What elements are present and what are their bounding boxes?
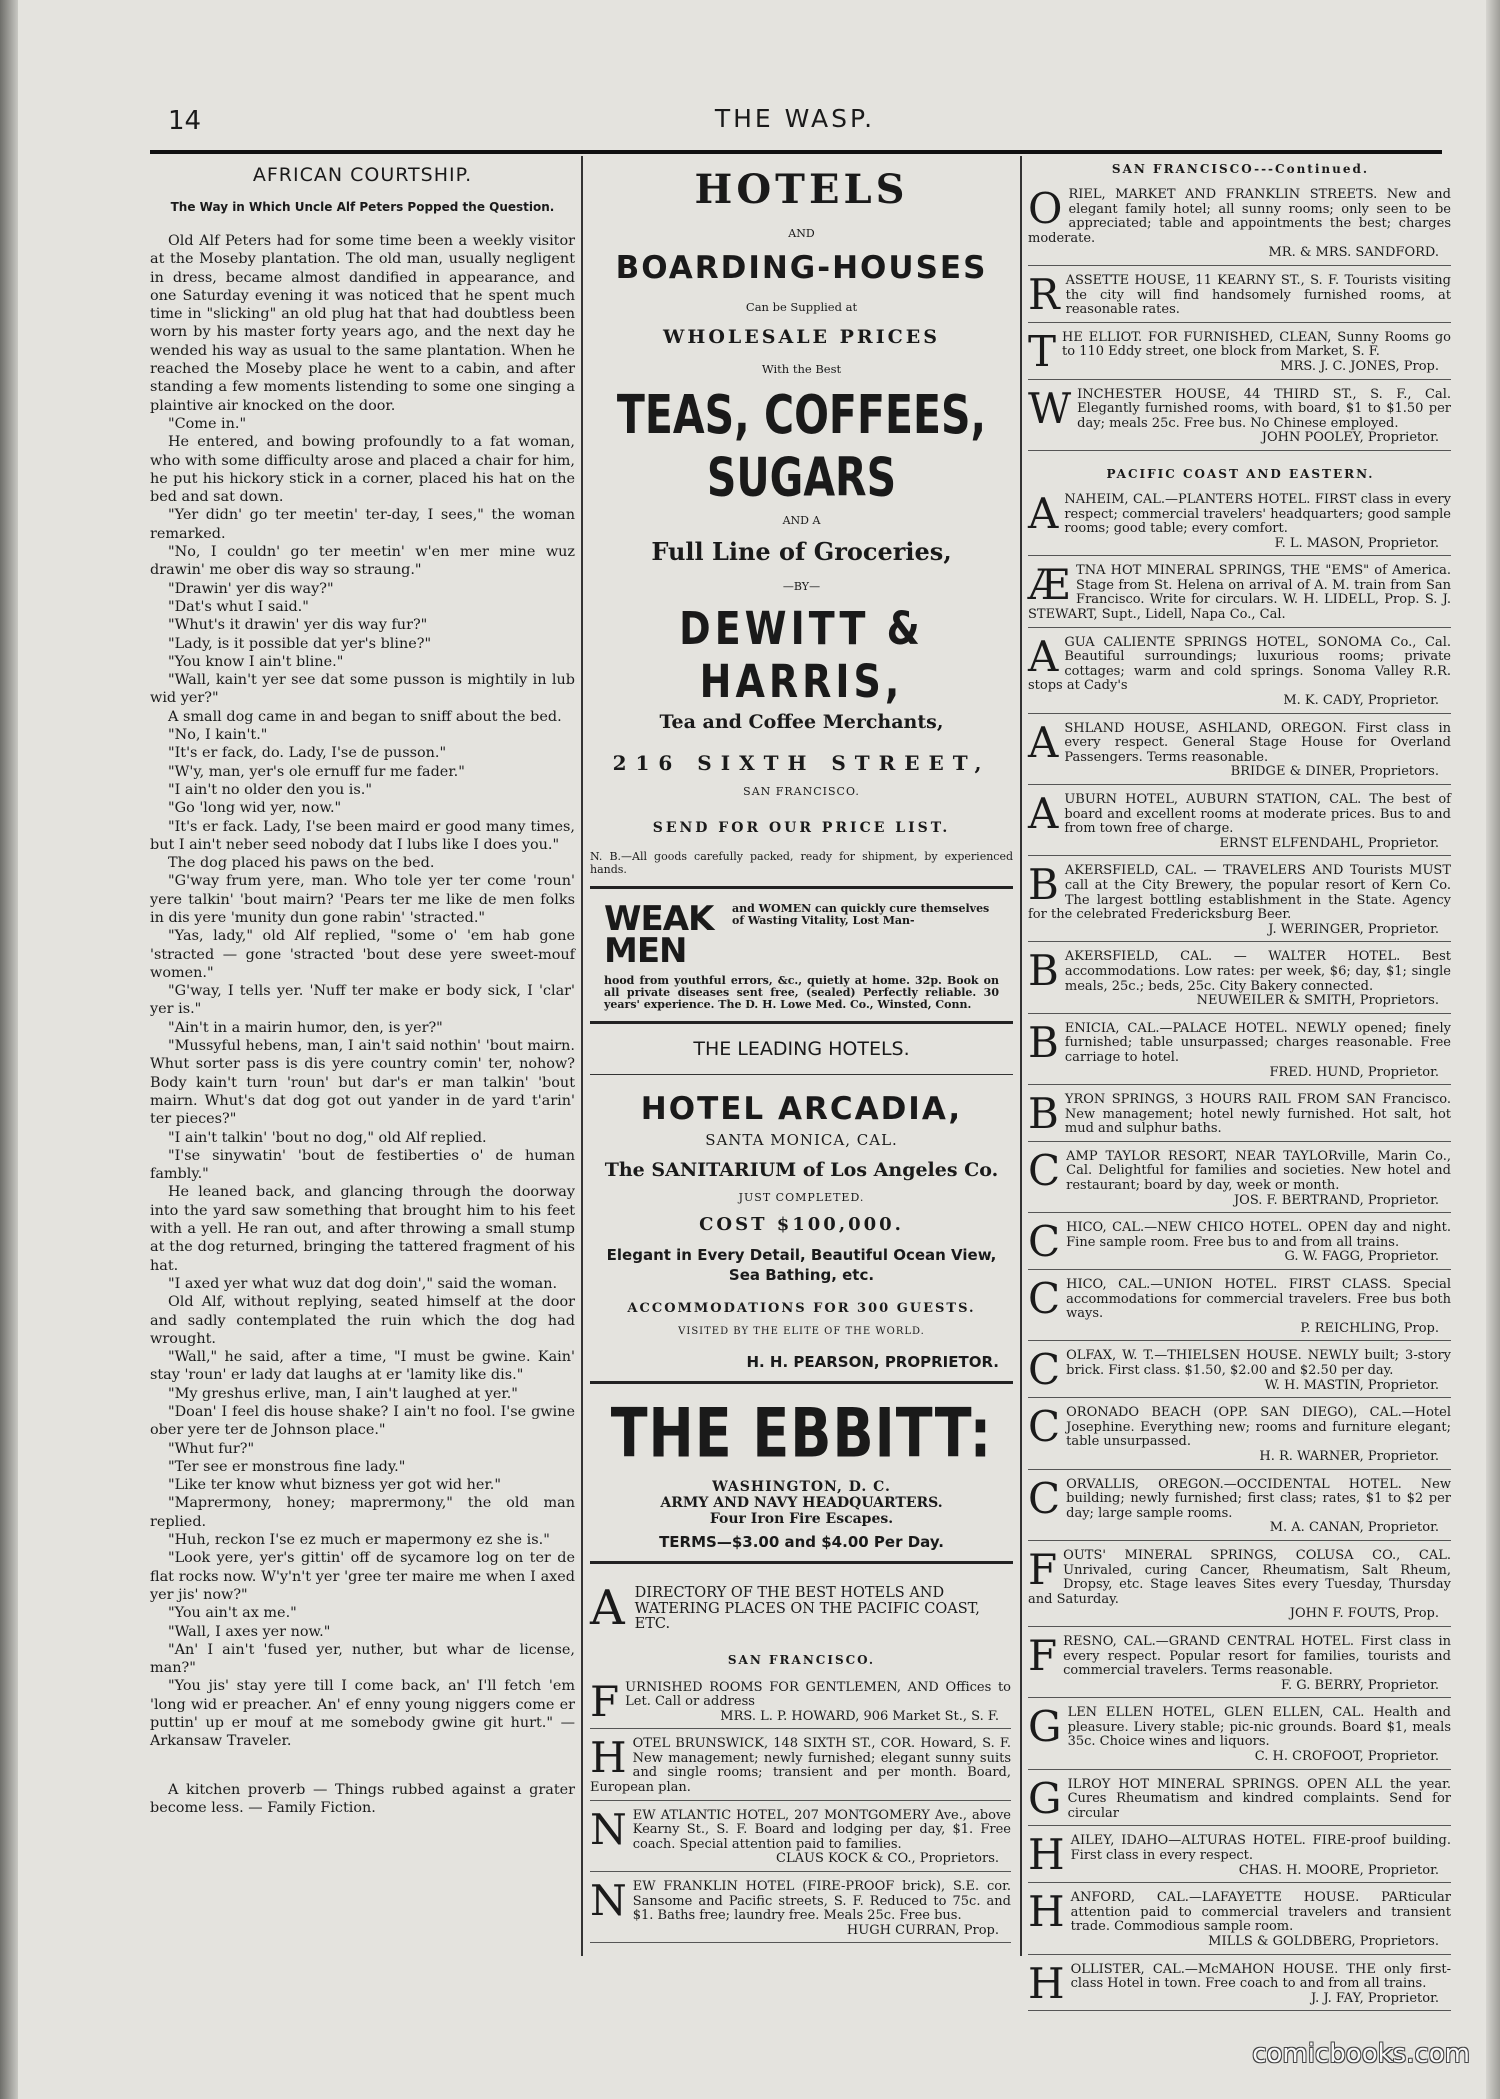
hotel-listing — [1028, 1217, 1453, 1278]
elegant-line: Elegant in Every Detail, Beautiful Ocean View, Sea Bathing, etc. — [606, 1246, 997, 1284]
listing-proprietor: J. WERINGER, Proprietor. — [1268, 921, 1439, 937]
hotel-listing — [1028, 269, 1453, 331]
listing-text: OLLISTER, CAL.—McMAHON HOUSE. THE only first-class Hotel in town. Free coach to and from all trains. — [1070, 1961, 1451, 1992]
listing-proprietor: W. H. MASTIN, Proprietor. — [1264, 1377, 1439, 1393]
listing-text: EW ATLANTIC HOTEL, 207 MONTGOMERY Ave., above Kearny St., S. F. Board and lodging per day, $1. Free coach. Special attention paid to families. — [632, 1807, 1011, 1852]
drop-cap-letter: C — [1028, 1402, 1061, 1452]
listing-divider — [1028, 555, 1451, 556]
teas-coffees-sugars: TEAS, COFFEES, SUGARS — [616, 383, 987, 509]
drop-cap-letter: T — [1028, 326, 1057, 376]
hotel-listing — [1028, 1773, 1453, 1835]
article-paragraph: "G'way, I tells yer. 'Nuff ter make er body sick, I 'clar' yer is." — [150, 983, 575, 1018]
listing-text: GUA CALIENTE SPRINGS HOTEL, SONOMA Co., Cal. Beautiful surroundings; luxurious rooms; private cottages; warm and cold springs. Sonoma Valley R.R. stops at Cady's — [1028, 634, 1451, 694]
hotel-listing — [1028, 1544, 1453, 1635]
listing-body — [1028, 860, 1451, 923]
drop-cap-letter: B — [1028, 1089, 1059, 1139]
article-paragraph: "No, I couldn' go ter meetin' w'en mer mine wuz drawin' me ober dis way so straung." — [150, 544, 575, 579]
article-paragraph: "Look yere, yer's gittin' off de sycamore log on ter de flat rocks now. W'y'n't yer 'gree ter maire me when I axed yer jis' now?" — [150, 1550, 575, 1603]
article-paragraph: "Huh, reckon I'se ez much er mapermony ez she is." — [168, 1532, 550, 1549]
divider — [590, 886, 1013, 889]
listing-body — [1028, 1274, 1451, 1324]
page-number: 14 — [168, 106, 202, 136]
article-paragraph: "W'y, man, yer's ole ernuff fur me fader." — [168, 763, 465, 780]
listing-proprietor: BRIDGE & DINER, Proprietors. — [1230, 764, 1439, 780]
article-paragraph: "Whut fur?" — [168, 1440, 255, 1457]
listing-divider — [1028, 1397, 1451, 1398]
listing-text: AKERSFIELD, CAL. — TRAVELERS AND Tourists MUST call at the City Brewery, the popular resort of Kern Co. The largest bottling establishment in the State. Agency for the celebrated Fredericksburg Beer. — [1028, 863, 1451, 923]
listing-text: ILROY HOT MINERAL SPRINGS. OPEN ALL the year. Cures Rheumatism and kindred complaints. Send for circular — [1067, 1776, 1451, 1821]
article-paragraph: "You jis' stay yere till I come back, an' I'll fetch 'em 'long wid er preacher. An' ef enny young niggers come er puttin' up er mouf at me somebody gwine git hurt." — Arkansaw Traveler. — [150, 1678, 575, 1750]
listing-divider — [1028, 322, 1451, 323]
listing-body — [1028, 184, 1451, 246]
article-paragraph: He leaned back, and glancing through the doorway into the yard saw something that brought him to his feet with a yell. He ran out, and after throwing a small stump at the dog returned, bringing the tattered fragment of his hat. — [150, 1184, 575, 1274]
listing-divider — [1028, 1540, 1451, 1541]
listing-proprietor: NEUWEILER & SMITH, Proprietors. — [1196, 993, 1439, 1009]
listing-text: OTEL BRUNSWICK, 148 SIXTH ST., COR. Howard, S. F. New management; newly furnished; elegant sunny suits and single rooms; transient and per month. Board, European plan. — [590, 1736, 1011, 1796]
drop-cap-letter: C — [1028, 1145, 1061, 1195]
listing-divider — [1028, 1825, 1451, 1826]
hotel-listing — [1028, 326, 1453, 388]
and-label: AND — [788, 227, 815, 240]
listing-divider — [590, 1728, 1011, 1729]
drop-cap-letter: F — [1028, 1630, 1058, 1680]
divider — [590, 1561, 1013, 1564]
listing-body — [1028, 1544, 1451, 1607]
boarding-houses-heading: BOARDING-HOUSES — [615, 250, 988, 286]
accommodations-line: ACCOMMODATIONS FOR 300 GUESTS. — [627, 1301, 976, 1316]
masthead: THE WASP. — [714, 104, 876, 133]
listing-divider — [1028, 1697, 1451, 1698]
listing-divider — [590, 1942, 1011, 1943]
drop-cap-letter: A — [1028, 717, 1059, 767]
article-paragraph: "Come in." — [168, 415, 247, 432]
hotel-listing — [1028, 383, 1453, 459]
listing-body — [1028, 1145, 1451, 1195]
listing-body — [1028, 1402, 1451, 1452]
page-header — [150, 102, 1440, 142]
classified-list — [1028, 488, 1453, 2019]
listing-text: OLFAX, W. T.—THIELSEN HOUSE. NEWLY built; 3-story brick. First class. $1.50, $2.00 and $2.50 per day. — [1066, 1348, 1451, 1378]
listing-divider — [1028, 1954, 1451, 1955]
listing-proprietor: HUGH CURRAN, Prop. — [846, 1922, 999, 1938]
drop-cap-letter: H — [1028, 1830, 1065, 1880]
header-rule — [150, 150, 1442, 154]
nb-note: N. B.—All goods carefully packed, ready for shipment, by experienced hands. — [590, 850, 1013, 876]
hotels-heading: HOTELS — [694, 166, 909, 213]
drop-cap-letter: Æ — [1028, 560, 1071, 610]
listing-text: TNA HOT MINERAL SPRINGS, THE "EMS" of America. Stage from St. Helena on arrival of A. M. train from San Francisco. Write for circulars. W. H. LIDELL, Prop. S. J. STEWART, Supt., Lidell, Napa Co., Cal. — [1028, 563, 1451, 623]
article-paragraph: "Wall, kain't yer see dat some pusson is mightily in lub wid yer?" — [150, 672, 575, 707]
listing-body — [590, 1804, 1011, 1854]
listing-proprietor: FRED. HUND, Proprietor. — [1269, 1064, 1439, 1080]
listing-proprietor: MRS. L. P. HOWARD, 906 Market St., S. F. — [720, 1708, 999, 1724]
listing-divider — [1028, 265, 1451, 266]
article-paragraph: "You ain't ax me." — [168, 1605, 297, 1622]
weak-men-ad — [590, 899, 1013, 971]
drop-cap-letter: A — [1028, 488, 1059, 538]
listing-text: RIEL, MARKET AND FRANKLIN STREETS. New and elegant family hotel; all sunny rooms; only seen to be appreciated; table and appointments the best; charges moderate. — [1028, 187, 1451, 246]
directory-text: DIRECTORY OF THE BEST HOTELS AND WATERING PLACES ON THE PACIFIC COAST, ETC. — [634, 1585, 980, 1632]
drop-cap-letter: B — [1028, 946, 1059, 996]
listing-text: HE ELLIOT. FOR FURNISHED, CLEAN, Sunny Rooms go to 110 Eddy street, one block from Market, S. F. — [1062, 329, 1451, 360]
listing-divider — [1028, 1626, 1451, 1627]
listing-proprietor: ERNST ELFENDAHL, Proprietor. — [1219, 835, 1439, 851]
listing-proprietor: MR. & MRS. SANDFORD. — [1268, 245, 1439, 261]
listing-divider — [1028, 1141, 1451, 1142]
listing-divider — [1028, 1340, 1451, 1341]
listing-divider — [1028, 1212, 1451, 1213]
weak-men-side: and WOMEN can quickly cure themselves of Wasting Vitality, Lost Man- — [732, 902, 990, 927]
pearson-proprietor: H. H. PEARSON, PROPRIETOR. — [746, 1353, 999, 1371]
listing-divider — [1028, 1769, 1451, 1770]
drop-cap-letter: C — [1028, 1473, 1061, 1523]
listing-proprietor: JOHN POOLEY, Proprietor. — [1261, 430, 1439, 446]
hotel-listing — [1028, 184, 1453, 274]
listing-text: ANFORD, CAL.—LAFAYETTE HOUSE. PARticular attention paid to commercial travelers and transient trade. Commodious sample room. — [1070, 1890, 1451, 1935]
hotel-listing — [590, 1676, 1013, 1738]
article-paragraph: "G'way frum yere, man. Who tole yer ter come 'roun' yere talkin' 'bout mairn? 'Pears ter me like de men folks in dis yere 'munity dun gone rabin' 'stracted." — [150, 873, 575, 926]
listing-body — [590, 1876, 1011, 1926]
article-paragraph: "Ain't in a mairin humor, den, is yer?" — [168, 1019, 443, 1036]
listing-divider — [1028, 627, 1451, 628]
hotel-arcadia-title: HOTEL ARCADIA, — [640, 1091, 963, 1127]
listing-proprietor: CHAS. H. MOORE, Proprietor. — [1238, 1862, 1439, 1878]
drop-cap-letter: W — [1028, 383, 1072, 433]
listing-text: AMP TAYLOR RESORT, NEAR TAYLORville, Marin Co., Cal. Delightful for families and societies. New hotel and restaurant; board by day, week or month. — [1066, 1148, 1451, 1194]
page-edge-shadow — [1486, 0, 1500, 2099]
listing-proprietor: P. REICHLING, Prop. — [1300, 1320, 1439, 1336]
pacific-coast-heading: PACIFIC COAST AND EASTERN. — [1106, 466, 1375, 481]
drop-cap-letter: N — [590, 1876, 627, 1926]
listing-text: UBURN HOTEL, AUBURN STATION, CAL. The best of board and excellent rooms at moderate prices. Bus to and from town free of charge. — [1064, 792, 1451, 837]
tea-merchants: Tea and Coffee Merchants, — [659, 711, 944, 733]
drop-cap-letter: F — [1028, 1544, 1058, 1594]
army-navy-line: ARMY AND NAVY HEADQUARTERS. — [660, 1495, 943, 1511]
city-label: SAN FRANCISCO. — [743, 785, 860, 798]
article-subtitle: The Way in Which Uncle Alf Peters Popped the Question. — [170, 200, 555, 214]
drop-cap-letter: N — [590, 1804, 627, 1854]
hotel-listing — [1028, 1473, 1453, 1549]
listing-text: ORVALLIS, OREGON.—OCCIDENTAL HOTEL. New building; newly furnished; first class; rates, $1 to $2 per day; large sample rooms. — [1066, 1476, 1451, 1521]
article-paragraph: "Doan' I feel dis house shake? I ain't no fool. I'se gwine ober yere ter de Johnson place." — [150, 1404, 575, 1439]
divider — [590, 1074, 1013, 1075]
hotel-listing — [1028, 946, 1453, 1021]
hotel-listing — [1028, 1702, 1453, 1777]
drop-cap-letter: A — [1028, 789, 1059, 838]
listing-body — [1028, 631, 1451, 694]
article-paragraph: "I'se sinywatin' 'bout de festiberties o' de human fambly." — [150, 1147, 575, 1183]
hotel-listing — [1028, 1887, 1453, 1962]
listing-body — [1028, 383, 1451, 433]
drop-cap-letter: C — [1028, 1274, 1061, 1324]
listing-divider — [1028, 2010, 1451, 2011]
and-a-label: AND A — [782, 514, 821, 527]
article-paragraph: "Wall," he said, after a time, "I must be gwine. Kain' stay 'roun' er lady dat laughs at er 'lamity like dis." — [150, 1349, 575, 1384]
listing-text: ORONADO BEACH (OPP. SAN DIEGO), CAL.—Hotel Josephine. Everything new; rooms and furniture elegant; table unsurpassed. — [1066, 1405, 1451, 1450]
weak-men-heading: WEAK MEN — [604, 899, 714, 971]
article-paragraph: "I ain't talkin' 'bout no dog," old Alf replied. — [168, 1129, 487, 1146]
listing-text: HICO, CAL.—UNION HOTEL. FIRST CLASS. Special accommodations for commercial travelers. Free bus both ways. — [1066, 1277, 1451, 1322]
directory-heading — [590, 1580, 1013, 1636]
article-paragraph: "Maprermony, honey; maprermony," the old man replied. — [150, 1495, 575, 1530]
classified-list — [590, 1676, 1013, 1952]
hotel-listing — [1028, 1017, 1453, 1093]
listing-body — [1028, 1017, 1451, 1067]
listing-divider — [1028, 784, 1451, 785]
hotel-listing — [590, 1804, 1013, 1880]
listing-text: INCHESTER HOUSE, 44 THIRD ST., S. F., Cal. Elegantly furnished rooms, with board, $1 to $1.50 per day; meals 25c. Free bus. No Chinese employed. — [1077, 386, 1451, 431]
listing-divider — [1028, 1013, 1451, 1014]
article-column — [150, 162, 575, 1962]
listing-proprietor: J. J. FAY, Proprietor. — [1310, 1990, 1439, 2006]
listing-text: HICO, CAL.—NEW CHICO HOTEL. OPEN day and night. Fine sample room. Free bus to and from all trains. — [1066, 1220, 1451, 1250]
wholesale-prices: WHOLESALE PRICES — [663, 326, 940, 348]
just-completed: JUST COMPLETED. — [738, 1191, 865, 1204]
listing-text: YRON SPRINGS, 3 HOURS RAIL FROM SAN Francisco. New management; hotel newly furnished. Hot salt, hot mud and sulphur baths. — [1064, 1092, 1451, 1137]
hotel-listing — [1028, 717, 1453, 793]
cost-line: COST $100,000. — [699, 1214, 904, 1235]
hotel-listing — [590, 1876, 1013, 1951]
sanitarium-line: The SANITARIUM of Los Angeles Co. — [604, 1159, 999, 1181]
article-paragraph: "You know I ain't bline." — [168, 653, 344, 670]
hotel-listing — [1028, 1630, 1453, 1706]
listing-proprietor: M. A. CANAN, Proprietor. — [1269, 1520, 1439, 1536]
article-paragraph: "Go 'long wid yer, now." — [168, 800, 342, 817]
listing-proprietor: JOHN F. FOUTS, Prop. — [1289, 1606, 1439, 1622]
drop-cap-letter: G — [1028, 1702, 1062, 1752]
hotel-listing — [1028, 1145, 1453, 1221]
listing-text: AKERSFIELD, CAL. — WALTER HOTEL. Best accommodations. Low rates: per week, $6; day, $1; single meals, 25c.; beds, 25c. City Bakery connected. — [1064, 949, 1451, 994]
listing-body — [1028, 1702, 1451, 1752]
advertisement-column — [590, 162, 1013, 1962]
column-divider-1 — [581, 156, 583, 1956]
listing-proprietor: H. R. WARNER, Proprietor. — [1259, 1448, 1439, 1464]
drop-cap-letter: G — [1028, 1773, 1062, 1823]
article-paragraph: Old Alf Peters had for some time been a weekly visitor at the Moseby plantation. The old man, usually negligent in dress, became almost dandified in appearance, and one Saturday evening it was noticed that he spent much time in "slicking" an old plug hat that had doubtless been worn by his master forty years ago, and the next day he wended his way as usual to the same plantation. When he reached the Moseby place he went to a cabin, and after standing a few moments listending to some one singing a plaintive air knocked on the door. — [150, 233, 575, 414]
listing-proprietor: G. W. FAGG, Proprietor. — [1284, 1249, 1439, 1265]
listing-divider — [1028, 1882, 1451, 1883]
article-paragraph: "Wall, I axes yer now." — [168, 1623, 331, 1640]
listing-text: NAHEIM, CAL.—PLANTERS HOTEL. FIRST class in every respect; commercial travelers' headquarters; good sample rooms; good table; every comfort. — [1064, 491, 1451, 537]
article-paragraph: "No, I kain't." — [168, 727, 268, 744]
washington-line: WASHINGTON, D. C. — [712, 1479, 891, 1495]
listing-text: RESNO, CAL.—GRAND CENTRAL HOTEL. First class in every respect. Popular resort for families, tourists and commercial travelers. Terms reasonable. — [1063, 1633, 1451, 1679]
listing-text: ASSETTE HOUSE, 11 KEARNY ST., S. F. Tourists visiting the city will find handsomely furnished rooms, at reasonable rates. — [1065, 272, 1451, 318]
hotel-listing — [590, 1733, 1013, 1808]
listing-divider — [1028, 1469, 1451, 1470]
hotel-listing — [1028, 560, 1453, 635]
divider — [590, 1021, 1013, 1024]
listing-body — [1028, 1089, 1451, 1139]
listing-divider — [1028, 450, 1451, 451]
drop-cap-letter: A — [1028, 631, 1059, 681]
page-spine-shadow — [0, 0, 18, 2099]
hotel-listing — [1028, 1345, 1453, 1406]
sf-continued-heading: SAN FRANCISCO---Continued. — [1111, 162, 1370, 176]
hotel-listing — [1028, 1958, 1453, 2020]
listing-body — [1028, 789, 1451, 838]
article-paragraph: "An' I ain't 'fused yer, nuther, but whar de license, man?" — [150, 1641, 575, 1677]
san-francisco-heading: SAN FRANCISCO. — [727, 1652, 876, 1667]
weak-men-body: hood from youthful errors, &c., quietly at home. 32p. Book on all private diseases sent free, (sealed) Perfectly reliable. 30 years' experience. The D. H. Lowe Med. Co., Winsted, Conn. — [604, 974, 999, 1011]
article-paragraph: "Ter see er monstrous fine lady." — [168, 1458, 406, 1475]
hotel-listing — [1028, 1402, 1453, 1477]
hotel-listing — [1028, 860, 1453, 950]
listing-text: URNISHED ROOMS FOR GENTLEMEN, AND Offices to Let. Call or address — [625, 1679, 1011, 1710]
article-paragraph: "Yas, lady," old Alf replied, "some o' 'em hab gone 'stracted — gone 'stracted 'bout dese yere sweet-mouf women." — [150, 928, 575, 981]
listing-body — [1028, 1630, 1451, 1680]
article-paragraph: "Like ter know whut bizness yer got wid her." — [168, 1477, 501, 1494]
leading-hotels-heading: THE LEADING HOTELS. — [693, 1038, 910, 1060]
street-address: 216 SIXTH STREET, — [612, 751, 991, 775]
santa-monica: SANTA MONICA, CAL. — [705, 1131, 898, 1149]
visited-line: VISITED BY THE ELITE OF THE WORLD. — [678, 1326, 925, 1337]
listing-divider — [1028, 855, 1451, 856]
directory-drop-letter: A — [590, 1580, 625, 1636]
by-label: —BY— — [782, 580, 821, 593]
listing-proprietor: F. L. MASON, Proprietor. — [1274, 535, 1439, 551]
drop-cap-letter: C — [1028, 1217, 1061, 1267]
listing-divider — [1028, 1269, 1451, 1270]
supplied-label: Can be Supplied at — [745, 300, 858, 314]
article-paragraph: The dog placed his paws on the bed. — [168, 855, 435, 872]
listing-divider — [1028, 713, 1451, 714]
terms-line: TERMS—$3.00 and $4.00 Per Day. — [659, 1533, 944, 1551]
article-paragraph: "I ain't no older den you is." — [168, 781, 372, 798]
article-title: AFRICAN COURTSHIP. — [252, 164, 473, 186]
listing-text: EW FRANKLIN HOTEL (FIRE-PROOF brick), S.E. cor. Sansome and Pacific streets, S. F. Reduced to 75c. and $1. Baths free; laundry free. Meals 25c. Free bus. — [632, 1879, 1011, 1924]
article-paragraph: "Drawin' yer dis way?" — [168, 580, 334, 597]
proverb: A kitchen proverb — Things rubbed against a grater become less. — Family Fiction. — [150, 1781, 575, 1816]
listing-divider — [1028, 1084, 1451, 1085]
article-paragraph: "Whut's it drawin' yer dis way fur?" — [168, 617, 428, 634]
listing-divider — [1028, 379, 1451, 380]
article-paragraph: "It's er fack, do. Lady, I'se de pusson." — [168, 745, 447, 762]
listing-proprietor: CLAUS KOCK & CO., Proprietors. — [776, 1851, 999, 1867]
ebbitt-title: THE EBBITT: — [610, 1394, 993, 1473]
listing-text: OUTS' MINERAL SPRINGS, COLUSA CO., CAL. Unrivaled, curing Cancer, Rheumatism, Salt Rheum, Dropsy, etc. Stage leaves Sites every Tuesday, Thursday and Saturday. — [1028, 1547, 1451, 1607]
article-paragraph: "Mussyful hebens, man, I ain't said nothin' 'bout mairn. Whut sorter pass is dis yere country comin' ter, nohow? Body kain't turn 'roun' but dar's er man talkin' 'bout mairn. Whut's dat dog got out yander in de yard t'arin' ter pieces?" — [150, 1038, 575, 1128]
listing-text: AILEY, IDAHO—ALTURAS HOTEL. FIRE-proof building. First class in every respect. — [1070, 1833, 1451, 1864]
listing-proprietor: C. H. CROFOOT, Proprietor. — [1254, 1749, 1439, 1765]
listing-proprietor: MILLS & GOLDBERG, Proprietors. — [1208, 1934, 1439, 1949]
drop-cap-letter: B — [1028, 860, 1059, 910]
drop-cap-letter: H — [590, 1733, 627, 1783]
listing-body — [1028, 1887, 1451, 1937]
listing-divider — [1028, 941, 1451, 942]
drop-cap-letter: H — [1028, 1958, 1065, 2008]
fire-escapes-line: Four Iron Fire Escapes. — [709, 1511, 894, 1527]
drop-cap-letter: C — [1028, 1345, 1061, 1395]
article-paragraph: Old Alf, without replying, seated himself at the door and sadly contemplated the ruin which the dog had wrought. — [150, 1294, 575, 1347]
listing-body — [1028, 946, 1451, 996]
article-paragraph: "My greshus erlive, man, I ain't laughed at yer." — [168, 1385, 518, 1402]
article-paragraph: "I axed yer what wuz dat dog doin'," said the woman. — [168, 1275, 558, 1292]
hotel-listing — [1028, 1089, 1453, 1150]
column-divider-2 — [1020, 156, 1022, 1956]
listing-proprietor: MRS. J. C. JONES, Prop. — [1280, 358, 1439, 374]
hotel-listing — [1028, 789, 1453, 864]
listing-body — [590, 1733, 1011, 1796]
listing-body — [1028, 1473, 1451, 1523]
listing-body — [1028, 1773, 1451, 1823]
article-paragraph: "Dat's whut I said." — [168, 598, 309, 615]
drop-cap-letter: H — [1028, 1887, 1065, 1937]
directory-column — [1028, 162, 1453, 2008]
price-list-line: SEND FOR OUR PRICE LIST. — [652, 820, 951, 836]
article-paragraph: "Lady, is it possible dat yer's bline?" — [168, 635, 432, 652]
drop-cap-letter: O — [1028, 184, 1063, 233]
groceries-line: Full Line of Groceries, — [651, 537, 952, 566]
hotel-listing — [1028, 1830, 1453, 1891]
listing-divider — [590, 1871, 1011, 1872]
drop-cap-letter: R — [1028, 269, 1060, 319]
watermark-logo: comicbooks.com — [1252, 2039, 1470, 2069]
article-body — [150, 232, 575, 1751]
drop-cap-letter: B — [1028, 1017, 1059, 1067]
article-paragraph: "Yer didn' go ter meetin' ter-day, I sees," the woman remarked. — [150, 507, 575, 542]
dewitt-harris: DEWITT & HARRIS, — [679, 602, 924, 708]
listing-proprietor: M. K. CADY, Proprietor. — [1283, 693, 1439, 709]
listing-text: ENICIA, CAL.—PALACE HOTEL. NEWLY opened; finely furnished; table unsurpassed; charges reasonable. Free carriage to hotel. — [1064, 1020, 1451, 1065]
divider — [590, 1381, 1013, 1384]
listing-body — [1028, 717, 1451, 767]
listing-text: SHLAND HOUSE, ASHLAND, OREGON. First class in every respect. General Stage House for Overland Passengers. Terms reasonable. — [1064, 720, 1451, 765]
with-best-label: With the Best — [761, 362, 842, 376]
classified-list — [1028, 184, 1453, 459]
hotel-listing — [1028, 631, 1453, 722]
article-paragraph: A small dog came in and began to sniff about the bed. — [168, 708, 562, 725]
listing-body — [1028, 560, 1451, 623]
listing-proprietor: JOS. F. BERTRAND, Proprietor. — [1233, 1192, 1439, 1208]
listing-divider — [590, 1800, 1011, 1801]
article-paragraph: "It's er fack. Lady, I'se been maird er good many times, but I ain't neber seed nobody dat I lubs like I does you." — [150, 818, 575, 853]
hotel-listing — [1028, 1274, 1453, 1349]
drop-cap-letter: F — [590, 1676, 620, 1726]
article-paragraph: He entered, and bowing profoundly to a fat woman, who with some difficulty arose and placed a chair for him, he put his hickory stick in a corner, placed his hat on the bed and sat down. — [150, 434, 575, 506]
hotel-listing — [1028, 488, 1453, 564]
listing-proprietor: F. G. BERRY, Proprietor. — [1281, 1677, 1439, 1693]
listing-body — [1028, 269, 1451, 319]
listing-text: LEN ELLEN HOTEL, GLEN ELLEN, CAL. Health and pleasure. Livery stable; pic-nic grounds. Board $1, meals 35c. Choice wines and liquors. — [1067, 1705, 1451, 1750]
listing-body — [1028, 488, 1451, 538]
